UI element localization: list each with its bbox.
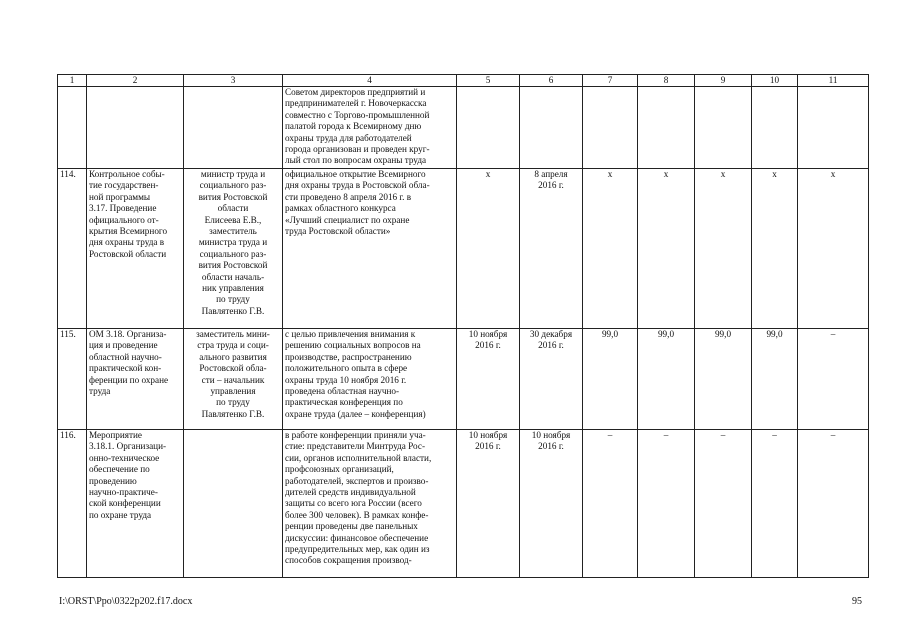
value-cell: х xyxy=(695,169,752,329)
row-number: 115. xyxy=(58,329,87,430)
value-cell xyxy=(752,87,798,169)
header-cell: 3 xyxy=(184,75,283,87)
report-table xyxy=(57,74,869,578)
responsible-cell: министр труда и социального раз- вития Ростовской области Елисеева Е.В., заместитель министра труда и социального раз- вития Ростовской области началь- ник управления по труду Павлятенко Г.В. xyxy=(184,169,283,329)
value-cell: х xyxy=(457,169,520,329)
table-row xyxy=(58,329,869,430)
value-cell: 10 ноября 2016 г. xyxy=(457,329,520,430)
header-cell: 9 xyxy=(695,75,752,87)
value-cell: х xyxy=(752,169,798,329)
row-number: 114. xyxy=(58,169,87,329)
value-cell xyxy=(798,87,869,169)
value-cell: 99,0 xyxy=(583,329,638,430)
value-cell: – xyxy=(583,430,638,578)
result-cell: Советом директоров предприятий и предпринимателей г. Новочеркасска совместно с Торгово-промышленной палатой города к Всемирному дню охраны труда для работодателей города организован и проведен круг- лый стол по вопросам охраны труда xyxy=(283,87,457,169)
header-cell: 11 xyxy=(798,75,869,87)
value-cell: 10 ноября 2016 г. xyxy=(457,430,520,578)
value-cell xyxy=(695,87,752,169)
responsible-cell: заместитель мини- стра труда и соци- ального развития Ростовской обла- сти – начальник управления по труду Павлятенко Г.В. xyxy=(184,329,283,430)
value-cell: 8 апреля 2016 г. xyxy=(520,169,583,329)
value-cell: – xyxy=(638,430,695,578)
row-number xyxy=(58,87,87,169)
event-cell: ОМ 3.18. Организа- ция и проведение областной научно- практической кон- ференции по охране труда xyxy=(87,329,184,430)
header-cell: 6 xyxy=(520,75,583,87)
value-cell: – xyxy=(752,430,798,578)
header-cell: 4 xyxy=(283,75,457,87)
value-cell xyxy=(457,87,520,169)
table-row xyxy=(58,430,869,578)
value-cell: 99,0 xyxy=(695,329,752,430)
value-cell: – xyxy=(798,430,869,578)
value-cell: 10 ноября 2016 г. xyxy=(520,430,583,578)
result-cell: официальное открытие Всемирного дня охраны труда в Ростовской обла- сти проведено 8 апреля 2016 г. в рамках областного конкурса «Лучший специалист по охране труда Ростовской области» xyxy=(283,169,457,329)
value-cell xyxy=(583,87,638,169)
result-cell: в работе конференции приняли уча- стие: представители Минтруда Рос- сии, органов исполнительной власти, профсоюзных организаций, работодателей, экспертов и произво- дителей средств индивидуальной защиты со всего юга России (всего более 300 человек). В рамках конфе- ренции проведены две панельных дискуссии: финансовое обеспечение предупредительных мер, как один из способов сокращения производ- xyxy=(283,430,457,578)
header-cell: 8 xyxy=(638,75,695,87)
header-cell: 7 xyxy=(583,75,638,87)
header-row xyxy=(58,75,869,87)
responsible-cell xyxy=(184,87,283,169)
header-cell: 10 xyxy=(752,75,798,87)
value-cell: – xyxy=(695,430,752,578)
header-cell: 1 xyxy=(58,75,87,87)
value-cell: х xyxy=(798,169,869,329)
value-cell: х xyxy=(638,169,695,329)
event-cell: Контрольное собы- тие государствен- ной программы 3.17. Проведение официального от- крытия Всемирного дня охраны труда в Ростовской области xyxy=(87,169,184,329)
header-cell: 5 xyxy=(457,75,520,87)
value-cell: – xyxy=(798,329,869,430)
value-cell xyxy=(520,87,583,169)
event-cell: Мероприятие 3.18.1. Организаци- онно-техническое обеспечение по проведению научно-практиче- ской конференции по охране труда xyxy=(87,430,184,578)
value-cell xyxy=(638,87,695,169)
table-row xyxy=(58,87,869,169)
event-cell xyxy=(87,87,184,169)
table-row xyxy=(58,169,869,329)
value-cell: х xyxy=(583,169,638,329)
value-cell: 99,0 xyxy=(638,329,695,430)
value-cell: 30 декабря 2016 г. xyxy=(520,329,583,430)
header-cell: 2 xyxy=(87,75,184,87)
value-cell: 99,0 xyxy=(752,329,798,430)
footer-file-path: I:\ORST\Ppo\0322p202.f17.docx xyxy=(59,596,193,607)
page-number: 95 xyxy=(852,596,862,607)
responsible-cell xyxy=(184,430,283,578)
result-cell: с целью привлечения внимания к решению социальных вопросов на производстве, распространению положительного опыта в сфере охраны труда 10 ноября 2016 г. проведена областная научно- практическая конференция по охране труда (далее – конференция) xyxy=(283,329,457,430)
row-number: 116. xyxy=(58,430,87,578)
